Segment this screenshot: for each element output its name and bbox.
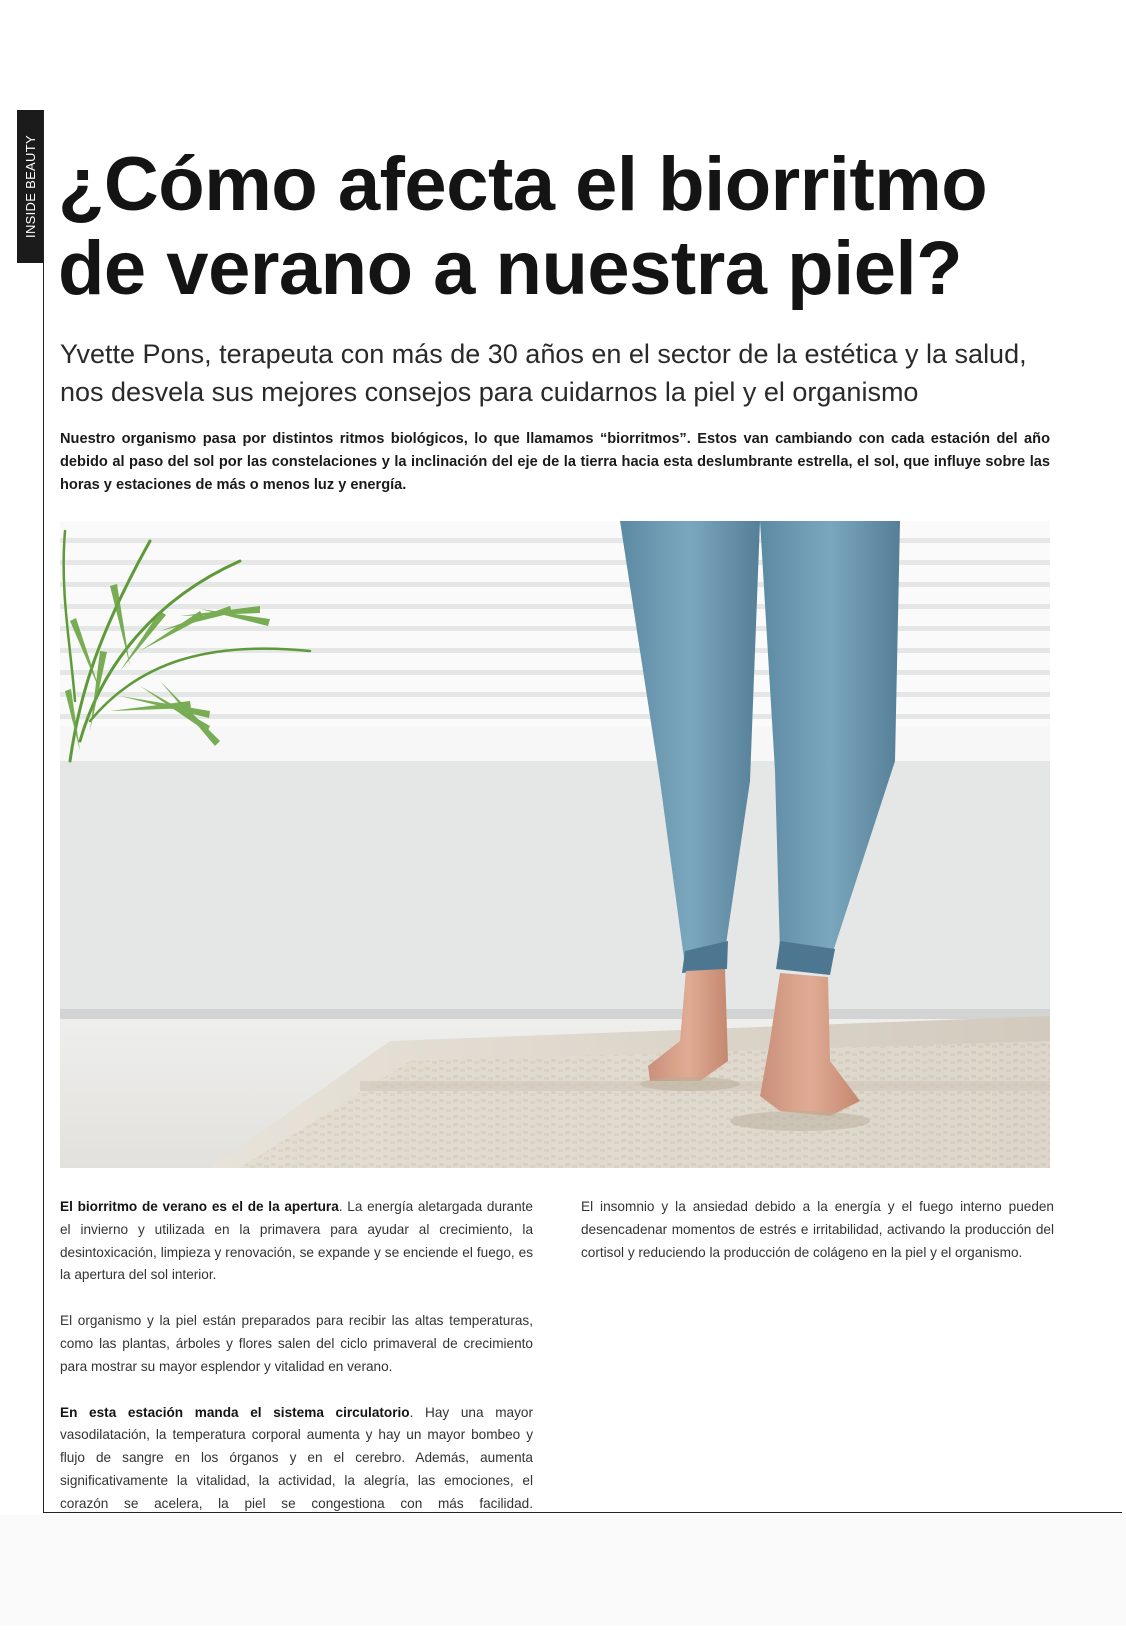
left-margin-rule <box>43 110 44 1513</box>
article-deck: Yvette Pons, terapeuta con más de 30 años en el sector de la estética y la salud, nos desvela sus mejores consejos para cuidarnos la piel y el organismo <box>60 339 1027 407</box>
body-paragraph-1 <box>60 1196 533 1287</box>
body-column-right <box>581 1196 1054 1264</box>
paragraph-1-text: . La energía aletargada durante el invierno y utilizada en la primavera para ayudar al crecimiento, la desintoxicación, limpieza y renovación, se expande y se enciende el fuego, es la apertura del sol interior. <box>60 1199 533 1283</box>
article-photo <box>60 521 1050 1168</box>
paragraph-1-lead: El biorritmo de verano es el de la apertura <box>60 1199 339 1214</box>
section-label: INSIDE BEAUTY <box>22 135 38 238</box>
page-footer-shade <box>0 1515 1126 1626</box>
paragraph-3-lead: En esta estación manda el sistema circulatorio <box>60 1404 410 1420</box>
article-intro: Nuestro organismo pasa por distintos ritmos biológicos, lo que llamamos “biorritmos”. Estos van cambiando con cada estación del año debido al paso del sol por las constelaciones y la inclinación del eje de la tierra hacia esta deslumbrante estrella, el sol, que influye sobre las horas y estaciones de más o menos luz y energía. <box>60 431 1050 493</box>
article-headline: ¿Cómo afecta el biorritmo de verano a nuestra piel? <box>58 142 988 311</box>
body-paragraph-2: El organismo y la piel están preparados para recibir las altas temperaturas, como las plantas, árboles y flores salen del ciclo primaveral de crecimiento para mostrar su mayor esplendor y vitalidad en verano. <box>60 1313 533 1374</box>
paragraph-3-text: . Hay una mayor vasodilatación, la temperatura corporal aumenta y hay un mayor bombeo y flujo de sangre en los órganos y en el cerebro. Además, aumenta significativamente la vitalidad, la actividad, la alegría, las emociones, el corazón se acelera, la piel se congestiona con más facilidad. <box>60 1404 533 1511</box>
section-tab <box>17 110 43 263</box>
body-paragraph-4: El insomnio y la ansiedad debido a la energía y el fuego interno pueden desencadenar momentos de estrés e irritabilidad, activando la producción del cortisol y reduciendo la producción de colágeno en la piel y el organismo. <box>581 1199 1054 1260</box>
